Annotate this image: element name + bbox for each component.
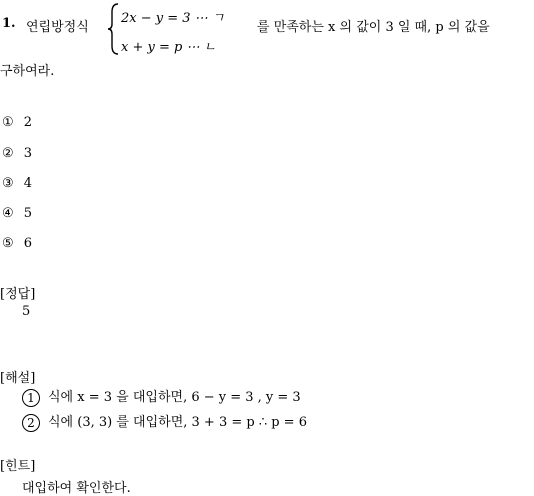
choice-4[interactable] xyxy=(2,206,32,221)
question-line-2: 구하여라. xyxy=(0,64,55,79)
explanation-heading: [해설] xyxy=(0,371,36,386)
hint-text: 대입하여 확인한다. xyxy=(22,481,131,496)
choice-mark: ④ xyxy=(2,206,14,221)
choice-mark: ⑤ xyxy=(2,236,14,251)
step-number-2: 2 xyxy=(22,414,40,432)
answer-heading: [정답] xyxy=(0,287,36,302)
equation-1: 2x − y = 3 ⋯ ㄱ xyxy=(121,11,225,26)
choice-5[interactable] xyxy=(2,236,32,251)
system-brace xyxy=(107,2,121,56)
choice-1[interactable] xyxy=(2,115,32,130)
step-text: 식에 x = 3 을 대입하면, 6 − y = 3 , y = 3 xyxy=(48,390,301,405)
choice-value: 4 xyxy=(23,176,33,191)
choice-value: 2 xyxy=(23,115,33,130)
choice-value: 3 xyxy=(23,146,33,161)
answer-value: 5 xyxy=(22,304,31,319)
step-text: 식에 (3, 3) 를 대입하면, 3 + 3 = p ∴ p = 6 xyxy=(48,415,307,430)
choice-value: 6 xyxy=(23,236,33,251)
step-number-1: 1 xyxy=(22,389,40,407)
choice-mark: ③ xyxy=(2,176,14,191)
choice-mark: ② xyxy=(2,146,14,161)
hint-heading: [힌트] xyxy=(0,459,36,474)
choice-value: 5 xyxy=(23,206,33,221)
question-prefix: 연립방정식 xyxy=(26,20,89,35)
question-suffix: 를 만족하는 x 의 값이 3 일 때, p 의 값을 xyxy=(257,20,490,35)
explanation-step-2 xyxy=(22,411,307,432)
choice-mark: ① xyxy=(2,115,14,130)
choice-2[interactable] xyxy=(2,146,32,161)
explanation-step-1 xyxy=(22,386,301,407)
choice-3[interactable] xyxy=(2,176,32,191)
equation-2: x + y = p ⋯ ㄴ xyxy=(121,40,217,55)
question-number: 1. xyxy=(2,16,16,31)
